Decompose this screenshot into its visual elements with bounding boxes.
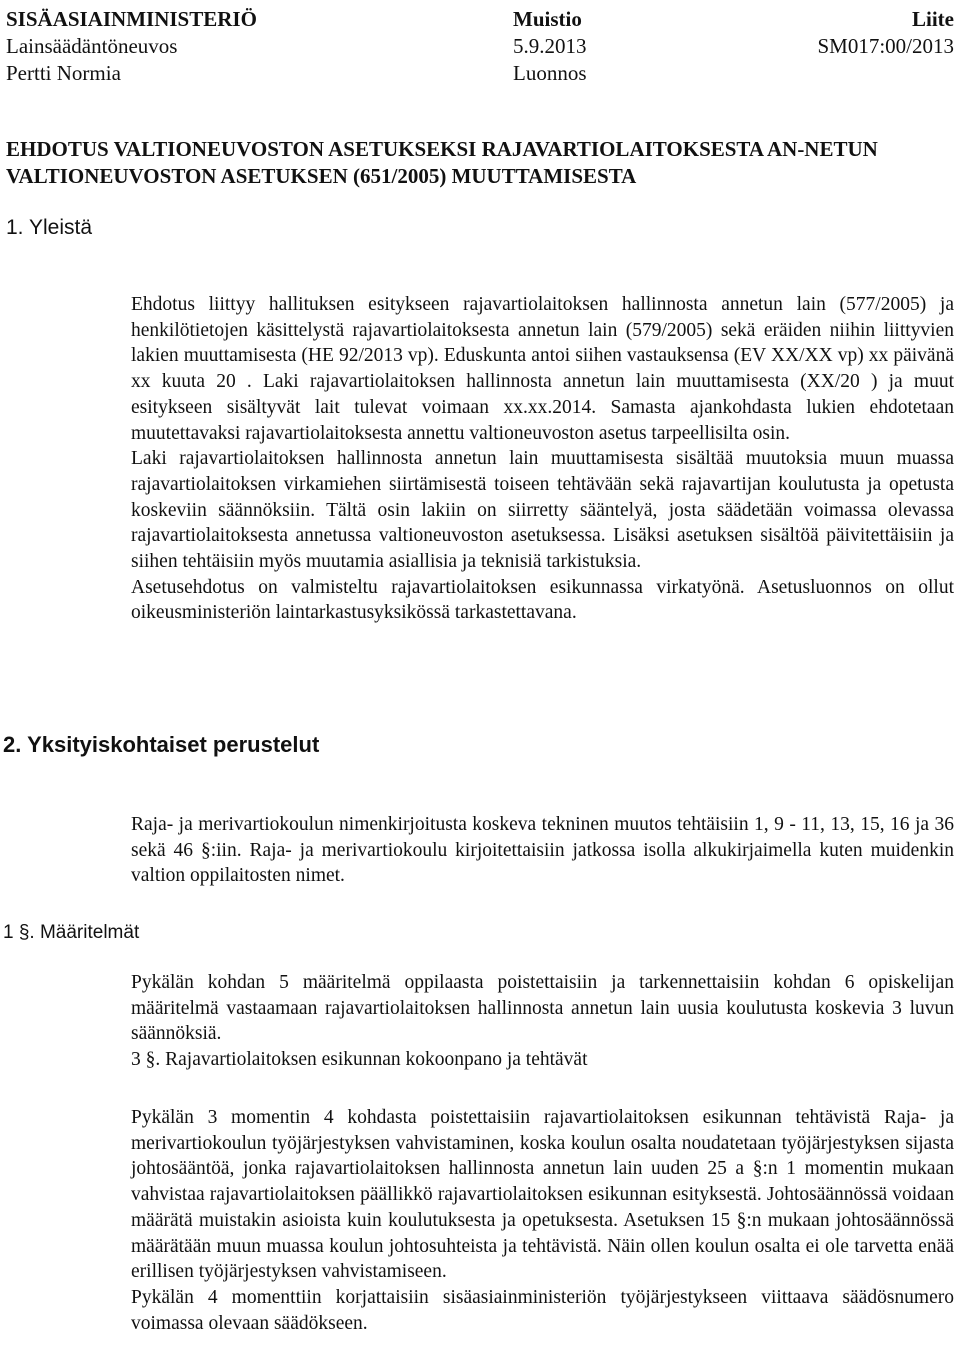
section-3-block xyxy=(131,1105,954,1336)
section-1-body xyxy=(131,292,954,626)
technical-change-paragraph xyxy=(131,812,954,889)
unit-name: Lainsäädäntöneuvos xyxy=(6,34,178,58)
section-2-heading: 2. Yksityiskohtaiset perustelut xyxy=(3,732,320,757)
document-date: 5.9.2013 xyxy=(513,34,587,58)
section-label-definitions: 1 §. Määritelmät xyxy=(3,922,140,943)
technical-change-text: Raja- ja merivartiokoulun nimenkirjoitusta koskeva tekninen muutos tehtäisiin 1, 9 - 11, 13, 15, 16 ja 36 sekä 46 §:iin. Raja- ja merivartiokoulu kirjoitettaisiin jatkossa isolla alkukirjaimella kuten muidenkin valtion oppilaitosten nimet. xyxy=(131,814,954,887)
definitions-block xyxy=(131,970,954,1073)
attachment-label: Liite xyxy=(912,7,954,31)
author-name: Pertti Normia xyxy=(6,61,121,85)
reference-number: SM017:00/2013 xyxy=(817,34,954,58)
section-1-heading: 1. Yleistä xyxy=(6,216,92,239)
section-1-paragraph-3: Asetusehdotus on valmisteltu rajavartiolaitoksen esikunnassa virkatyönä. Asetusluonnos on ollut oikeusministeriön laintarkastusyksikössä tarkastettavana. xyxy=(131,576,954,624)
definitions-paragraph: Pykälän kohdan 5 määritelmä oppilaasta poistettaisiin ja tarkennettaisiin kohdan 6 opiskelijan määritelmä vastaamaan rajavartiolaitoksen hallinnosta annetun lain uusia koulutusta koskevia 3 luvun säännöksiä. xyxy=(131,972,954,1045)
ministry-name: SISÄASIAINMINISTERIÖ xyxy=(6,7,257,31)
subsection-3-heading: 3 §. Rajavartiolaitoksen esikunnan kokoonpano ja tehtävät xyxy=(131,1049,588,1071)
section-1-paragraph-1: Ehdotus liittyy hallituksen esitykseen rajavartiolaitoksen hallinnosta annetun lain (577/2005) ja henkilötietojen käsittelystä rajavartiolaitoksesta annetun lain (579/2005) sekä eräiden niihin liittyvien lakien muuttamisesta (HE 92/2013 vp). Eduskunta antoi siihen vastauksensa (EV XX/XX vp) xx päivänä xx kuuta 20 . Laki rajavartiolaitoksen hallinnosta annetun lain muuttamisesta (XX/20 ) ja muut esitykseen sisältyvät lait tulevat voimaan xx.xx.2014. Samasta ajankohdasta lukien ehdotetaan muutettavaksi rajavartiolaitoksesta annettu valtioneuvoston asetus tarpeellisilta osin. xyxy=(131,294,954,444)
section-3-paragraph-1: Pykälän 3 momentin 4 kohdasta poistettaisiin rajavartiolaitoksen esikunnan tehtävistä Raja- ja merivartiokoulun työjärjestyksen vahvistaminen, koska koulun osalta noudatetaan työjärjestyksen sijasta johtosääntöä, jonka rajavartiolaitoksen hallinnosta annetun lain uuden 25 a §:n 1 momentin mukaan vahvistaa rajavartiolaitoksen päällikkö rajavartiolaitoksen esikunnan esityksestä. Johtosäännössä voidaan määrätä muistakin asioista kuin koulutuksesta ja opetuksesta. Asetuksen 15 §:n mukaan johtosäännössä määrätään muun muassa koulun johtosuhteista ja tehtävistä. Näin ollen koulun osalta ei ole tarvetta enää erillisen työjärjestyksen vahvistamiseen. xyxy=(131,1107,954,1283)
document-title: EHDOTUS VALTIONEUVOSTON ASETUKSEKSI RAJAVARTIOLAITOKSESTA AN-NETUN VALTIONEUVOSTON ASETUKSEN (651/2005) MUUTTAMISESTA xyxy=(6,137,878,188)
section-1-paragraph-2: Laki rajavartiolaitoksen hallinnosta annetun lain muuttamisesta sisältää muutoksia muun muassa rajavartiolaitoksen virkamiehen siirtämisestä toiseen tehtävään sekä rajavartijan koulutusta ja opetusta koskeviin säännöksiin. Tältä osin lakiin on siirretty sääntelyä, josta säädetään voimassa olevassa rajavartiolaitoksesta annetussa valtioneuvoston asetuksessa. Lisäksi asetuksen sisältöä päivitettäisiin ja siihen tehtäisiin myös muutamia asiallisia ja teknisiä tarkistuksia. xyxy=(131,448,954,573)
document-status: Luonnos xyxy=(513,61,587,85)
document-type: Muistio xyxy=(513,7,582,31)
section-3-paragraph-2: Pykälän 4 momenttiin korjattaisiin sisäasiainministeriön työjärjestykseen viittaava säädösnumero voimassa olevaan säädökseen. xyxy=(131,1286,954,1334)
